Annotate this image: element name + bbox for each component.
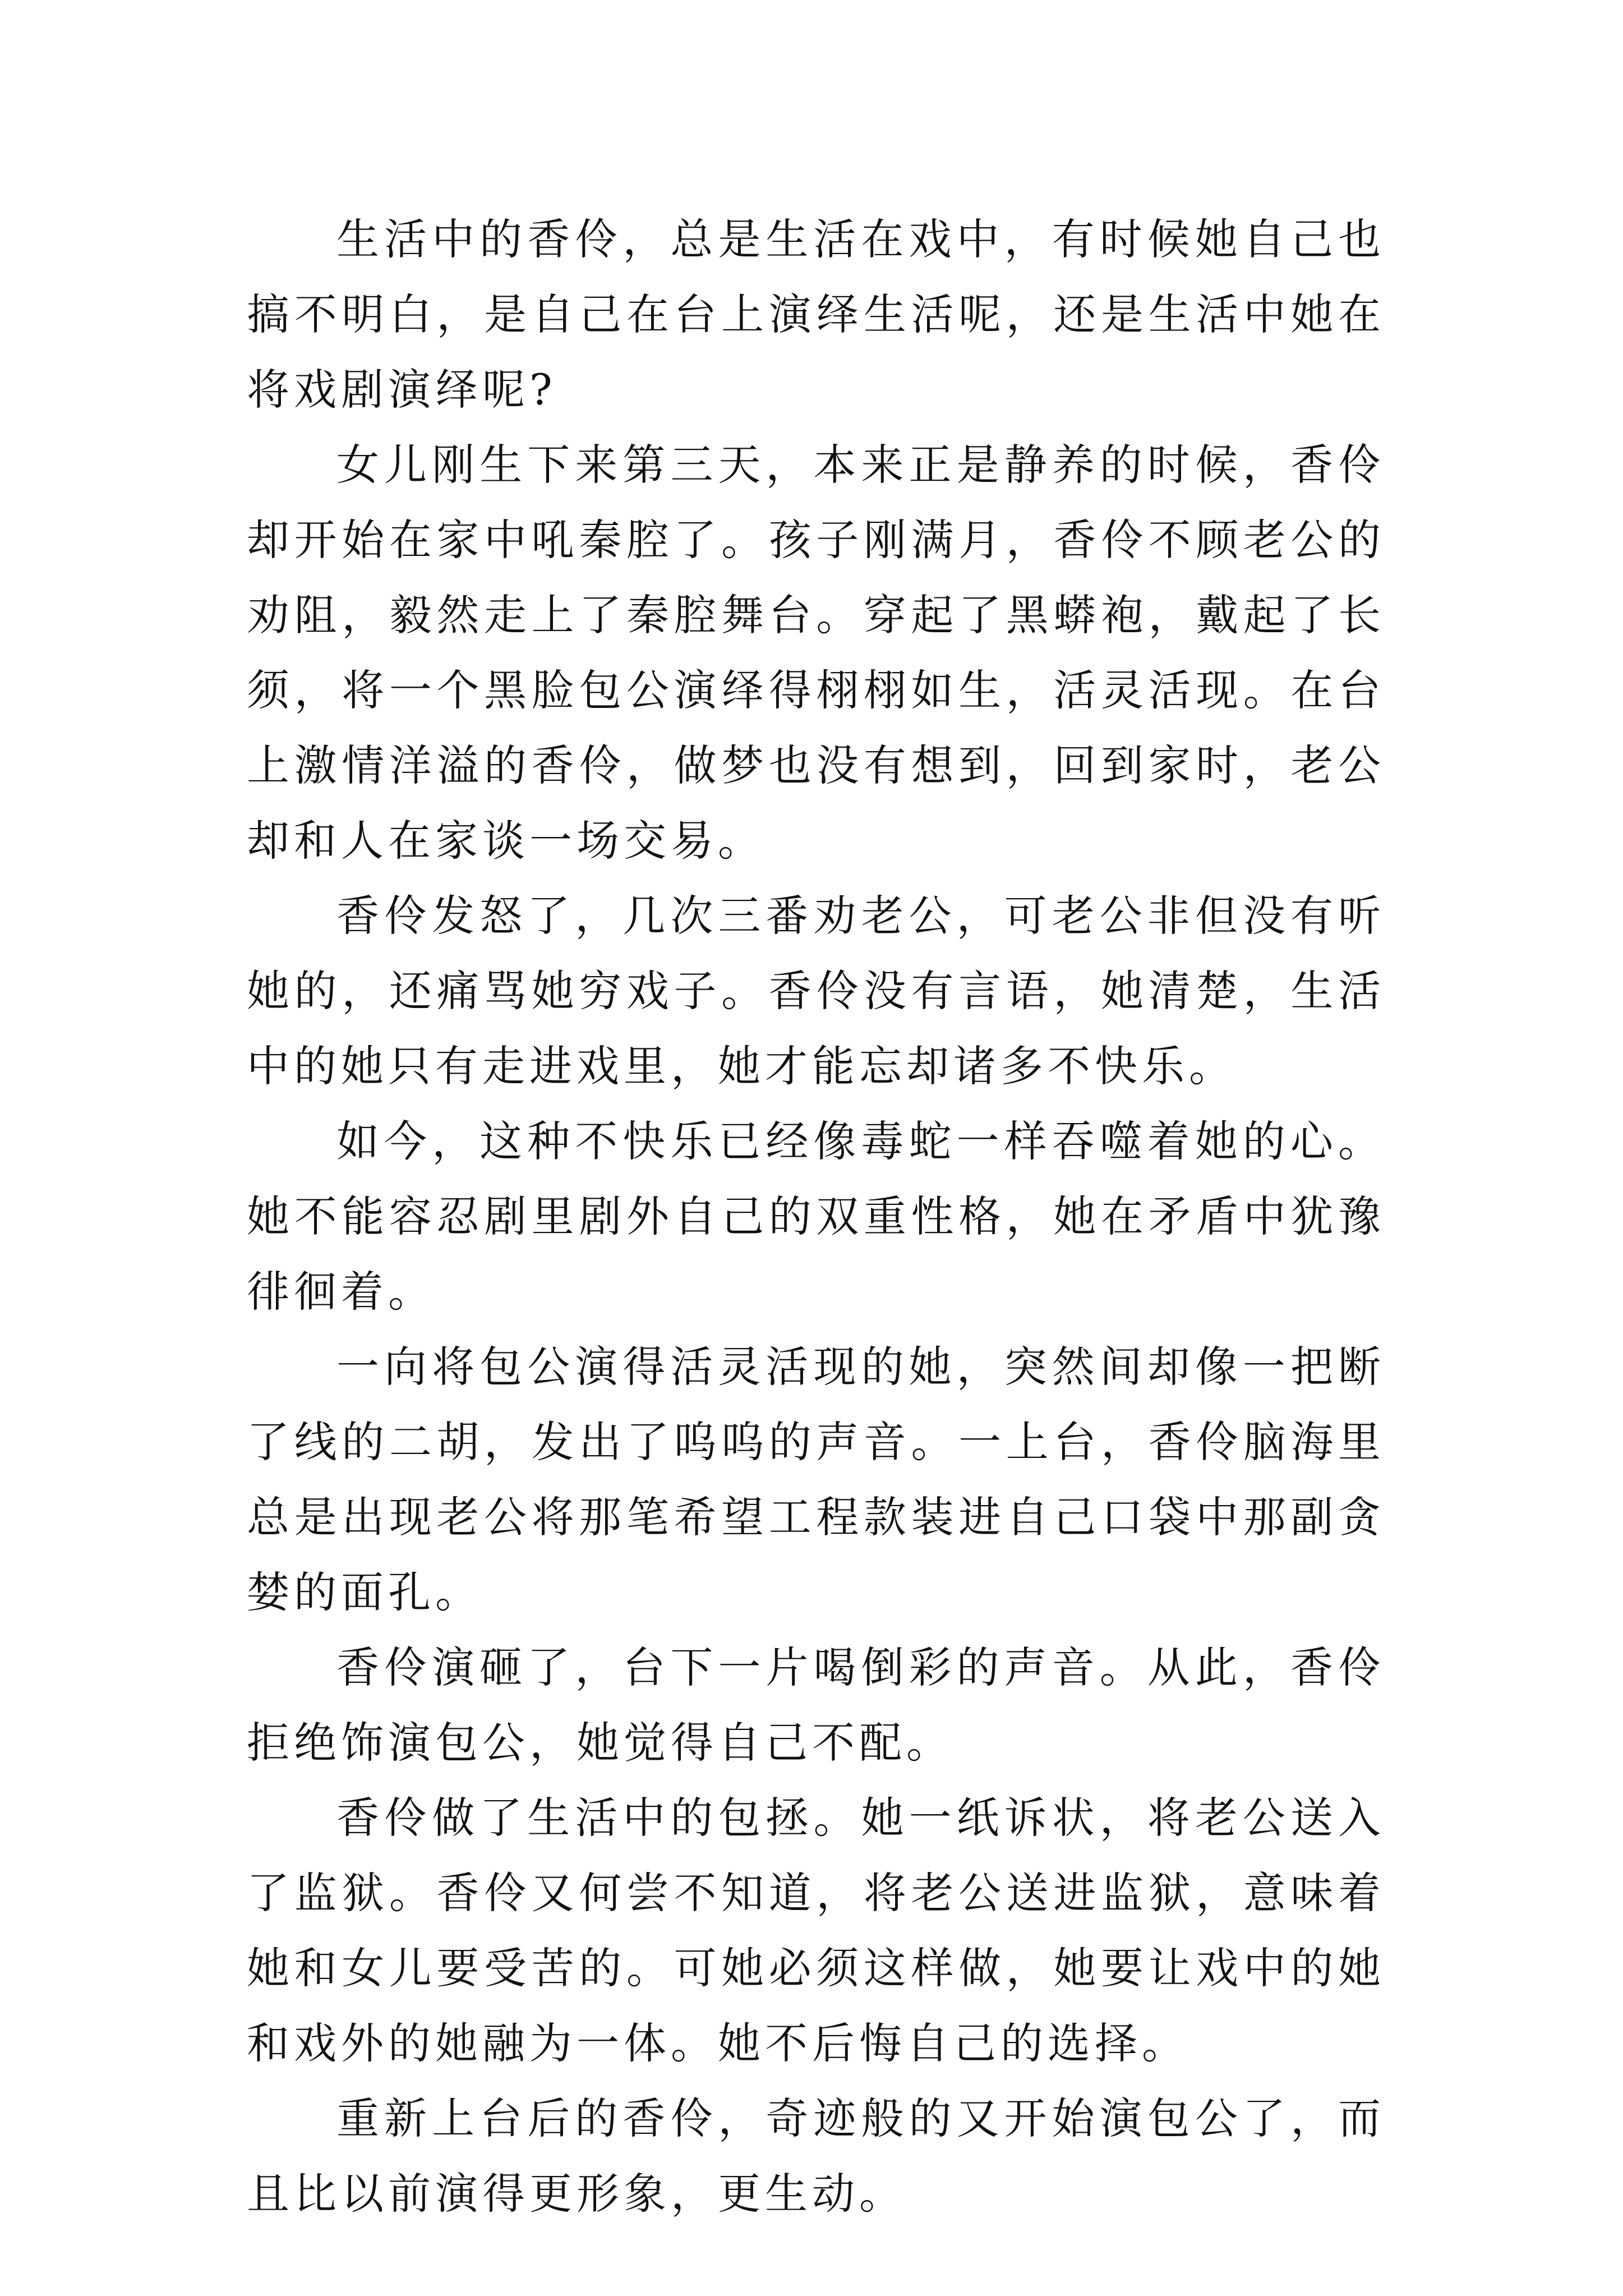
paragraph-2: 女儿刚生下来第三天，本来正是静养的时候，香伶却开始在家中吼秦腔了。孩子刚满月，香伶不顾老公的劝阻，毅然走上了秦腔舞台。穿起了黑蟒袍，戴起了长须，将一个黑脸包公演绎得栩栩如生，活灵活现。在台上激情洋溢的香伶，做梦也没有想到，回到家时，老公却和人在家谈一场交易。 [247,440,1385,866]
paragraph-7: 香伶做了生活中的包拯。她一纸诉状，将老公送入了监狱。香伶又何尝不知道，将老公送进监狱，意味着她和女儿要受苦的。可她必须这样做，她要让戏中的她和戏外的她融为一体。她不后悔自己的选择。 [247,1793,1385,2068]
paragraph-6: 香伶演砸了，台下一片喝倒彩的声音。从此，香伶拒绝饰演包公，她觉得自己不配。 [247,1642,1385,1768]
document-body [247,202,1385,2231]
paragraph-3: 香伶发怒了，几次三番劝老公，可老公非但没有听她的，还痛骂她穷戏子。香伶没有言语，她清楚，生活中的她只有走进戏里，她才能忘却诸多不快乐。 [247,891,1385,1091]
paragraph-4: 如今，这种不快乐已经像毒蛇一样吞噬着她的心。她不能容忍剧里剧外自己的双重性格，她在矛盾中犹豫徘徊着。 [247,1116,1385,1317]
paragraph-5: 一向将包公演得活灵活现的她，突然间却像一把断了线的二胡，发出了呜呜的声音。一上台，香伶脑海里总是出现老公将那笔希望工程款装进自己口袋中那副贪婪的面孔。 [247,1342,1385,1617]
paragraph-8: 重新上台后的香伶，奇迹般的又开始演包公了，而且比以前演得更形象，更生动。 [247,2093,1385,2219]
paragraph-1: 生活中的香伶，总是生活在戏中，有时候她自己也搞不明白，是自己在台上演绎生活呢，还是生活中她在将戏剧演绎呢? [247,214,1385,415]
